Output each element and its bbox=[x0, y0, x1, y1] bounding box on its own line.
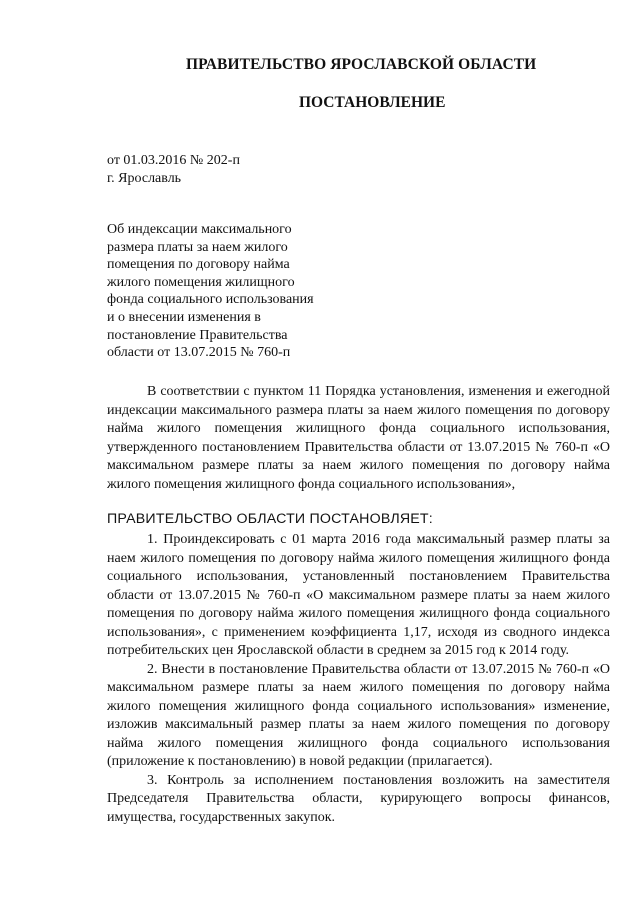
decree-item-1: 1. Проиндексировать с 01 марта 2016 года максимальный размер платы за наем жилого помещения по договору найма жилого помещения жилищного фонда социального использования, установленный постановлением Правительства области от 13.07.2015 № 760-п «О максимальном размере платы за наем жилого помещения по договору найма жилого помещения жилищного фонда социального использования», с применением коэффициента 1,17, исходя из сводного индекса потребительских цен Ярославской области в среднем за 2015 год к 2014 году. bbox=[107, 532, 610, 658]
subject-line: фонда социального использования bbox=[107, 292, 314, 308]
city: г. Ярославль bbox=[107, 171, 182, 186]
decree-statement: ПРАВИТЕЛЬСТВО ОБЛАСТИ ПОСТАНОВЛЯЕТ: bbox=[107, 511, 433, 527]
date-number: от 01.03.2016 № 202-п bbox=[107, 153, 240, 168]
decree-item-2: 2. Внести в постановление Правительства области от 13.07.2015 № 760-п «О максимальном размере платы за наем жилого помещения по договору найма жилого помещения жилищного фонда социального использования» изменение, изложив максимальный размер платы за наем жилого помещения по договору найма жилого помещения жилищного фонда социального использования (приложение к постановлению) в новой редакции (прилагается). bbox=[107, 661, 610, 769]
subject-line: жилого помещения жилищного bbox=[107, 274, 295, 290]
items-block bbox=[107, 531, 610, 827]
subject-line: постановление Правительства bbox=[107, 327, 288, 343]
subject-block bbox=[107, 221, 314, 362]
decree-item-3: 3. Контроль за исполнением постановления возложить на заместителя Председателя Правительства области, курирующего вопросы финансов, имущества, государственных закупок. bbox=[107, 772, 610, 825]
subject-line: Об индексации максимального bbox=[107, 222, 292, 237]
document-type-title: ПОСТАНОВЛЕНИЕ bbox=[299, 94, 446, 111]
subject-line: помещения по договору найма bbox=[107, 257, 290, 273]
preamble-paragraph: В соответствии с пунктом 11 Порядка установления, изменения и ежегодной индексации максимального размера платы за наем жилого помещения по договору найма жилого помещения жилищного фонда социального использования, утвержденного постановлением Правительства области от 13.07.2015 № 760-п «О максимальном размере платы за наем жилого помещения по договору найма жилого помещения жилищного фонда социального использования», bbox=[107, 384, 610, 492]
government-title: ПРАВИТЕЛЬСТВО ЯРОСЛАВСКОЙ ОБЛАСТИ bbox=[186, 56, 537, 73]
subject-line: области от 13.07.2015 № 760-п bbox=[107, 345, 291, 361]
subject-line: и о внесении изменения в bbox=[107, 309, 261, 325]
preamble-block bbox=[107, 383, 610, 494]
subject-line: размера платы за наем жилого bbox=[107, 239, 288, 255]
